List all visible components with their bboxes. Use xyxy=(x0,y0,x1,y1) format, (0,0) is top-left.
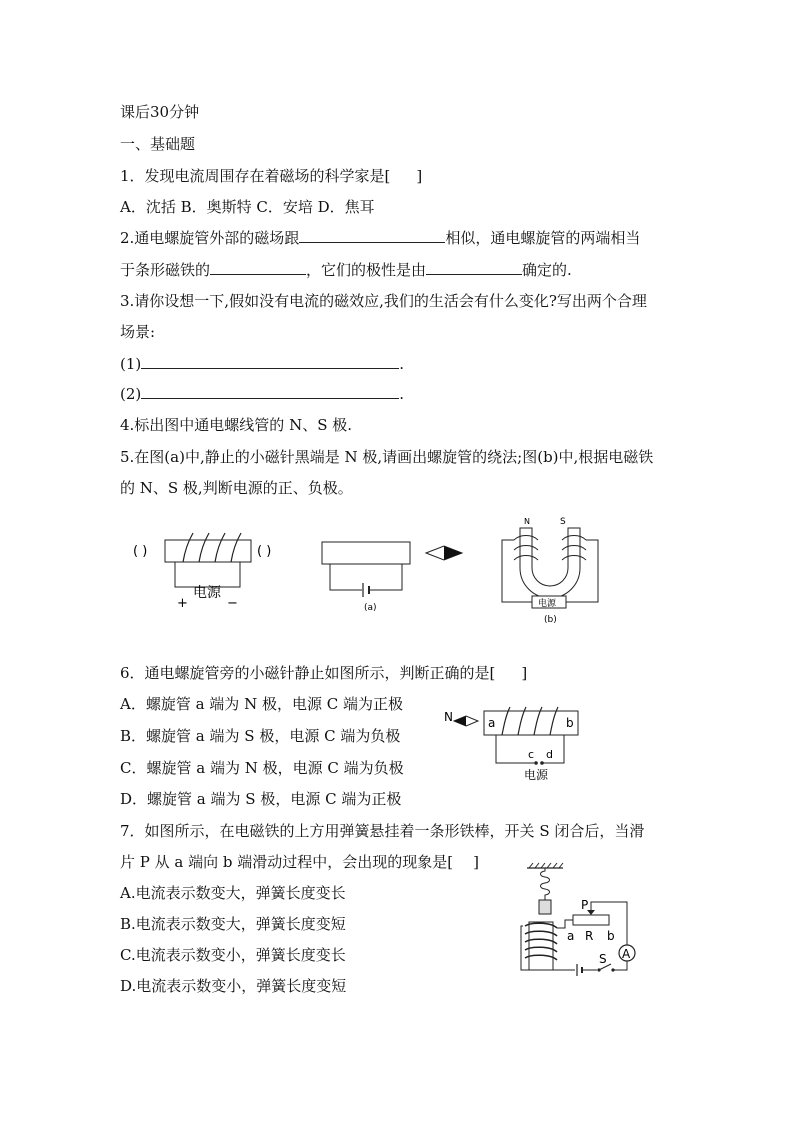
question-7-option-d[interactable]: D.电流表示数变小，弹簧长度变短 xyxy=(120,977,347,995)
figure-b-caption: (b) xyxy=(544,615,557,625)
plus-label: + xyxy=(177,596,188,610)
question-7-option-a[interactable]: A.电流表示数变大，弹簧长度变长 xyxy=(120,884,346,902)
wire-coil-to-rheostat xyxy=(557,920,573,928)
question-3-line-1: 3.请你设想一下,假如没有电流的磁效应,我们的生活会有什么变化?写出两个合理 xyxy=(120,292,647,310)
fill-blank-3[interactable] xyxy=(426,260,522,275)
answer-1-blank[interactable] xyxy=(141,354,399,369)
question-2-part-1: 2.通电螺旋管外部的磁场跟 xyxy=(120,229,300,247)
rheostat-r-label: R xyxy=(585,929,594,943)
s-pole-label: S xyxy=(560,517,566,527)
question-7-bracket-end: ] xyxy=(473,853,479,871)
power-source-q6-label: 电源 xyxy=(524,768,549,782)
iron-bar xyxy=(539,900,551,914)
question-2-part-5: 确定的. xyxy=(522,261,572,279)
question-7-text: 片 P 从 a 端向 b 端滑动过程中，会出现的现象是[ xyxy=(120,853,454,871)
answer-1-end: . xyxy=(399,355,405,373)
question-6-stem xyxy=(120,663,527,683)
question-6-option-c[interactable]: C．螺旋管 a 端为 N 极，电源 C 端为负极 xyxy=(120,759,404,777)
slider-arrow[interactable] xyxy=(587,910,595,915)
terminal-c-label: c xyxy=(528,748,535,761)
answer-2-end: . xyxy=(399,385,405,403)
question-2-part-2: 相似，通电螺旋管的两端相当 xyxy=(445,229,641,247)
section-heading: 一、基础题 xyxy=(120,135,196,153)
question-4-text: 4.标出图中通电螺线管的 N、S 极. xyxy=(120,416,353,434)
question-6-bracket-end: ] xyxy=(521,664,528,682)
rheostat xyxy=(573,915,609,925)
circuit-wire-a-left xyxy=(330,564,362,590)
ceiling-hatching xyxy=(529,863,563,868)
question-7-option-c[interactable]: C.电流表示数变小，弹簧长度变长 xyxy=(120,946,346,964)
question-6-option-d[interactable]: D．螺旋管 a 端为 S 极，电源 C 端为正极 xyxy=(120,790,402,808)
answer-1-label: (1) xyxy=(120,355,142,373)
question-2-line-2 xyxy=(120,260,572,280)
solenoid-core xyxy=(165,540,251,562)
question-6-option-a[interactable]: A．螺旋管 a 端为 N 极，电源 C 端为正极 xyxy=(120,695,403,713)
right-pole-blank[interactable]: ( ) xyxy=(257,544,272,559)
power-source-b-label: 电源 xyxy=(538,599,557,609)
electromagnet-core xyxy=(529,922,553,970)
q7-circuit-figure xyxy=(515,862,645,978)
spring xyxy=(541,868,550,900)
circuit-wire-a-right xyxy=(370,564,402,590)
question-1-stem xyxy=(120,166,422,186)
figure-a-caption: (a) xyxy=(364,603,377,613)
figure-a xyxy=(318,530,468,615)
answer-2-blank[interactable] xyxy=(141,384,399,399)
end-b-label: b xyxy=(566,716,574,730)
question-3-line-2: 场景: xyxy=(120,323,156,341)
solenoid-coil xyxy=(183,533,241,562)
u-shaped-core xyxy=(520,528,580,598)
question-7-line-2 xyxy=(120,852,479,872)
question-1-bracket-end: ] xyxy=(416,167,423,185)
question-2-part-4: ，它们的极性是由 xyxy=(306,261,427,279)
rheostat-a-label: a xyxy=(567,929,575,943)
compass-north-end xyxy=(444,546,462,560)
q4-solenoid-figure xyxy=(125,525,295,610)
figure-b xyxy=(498,510,603,628)
answer-2-label: (2) xyxy=(120,385,142,403)
left-pole-blank[interactable]: ( ) xyxy=(133,544,148,559)
minus-label: − xyxy=(227,596,238,610)
question-5-line-2: 的 N、S 极,判断电源的正、负极。 xyxy=(120,479,353,497)
question-5-line-1: 5.在图(a)中,静止的小磁针黑端是 N 极,请画出螺旋管的绕法;图(b)中,根据电磁铁 xyxy=(120,448,654,466)
compass-north-end xyxy=(454,716,466,726)
right-coil xyxy=(562,536,586,561)
question-1-text: 1．发现电流周围存在着磁场的科学家是[ xyxy=(120,167,391,185)
fill-blank-1[interactable] xyxy=(299,228,445,243)
solenoid-core-q6 xyxy=(484,711,578,735)
question-2-part-3: 于条形磁铁的 xyxy=(120,261,211,279)
terminal-d-label: d xyxy=(546,748,553,761)
circuit-wire-b-left xyxy=(502,540,532,602)
question-7-option-b[interactable]: B.电流表示数变大，弹簧长度变短 xyxy=(120,915,346,933)
question-2-line-1 xyxy=(120,228,640,248)
question-6-text: 6．通电螺旋管旁的小磁针静止如图所示，判断正确的是[ xyxy=(120,664,496,682)
end-a-label: a xyxy=(488,716,496,730)
left-coil xyxy=(514,536,538,561)
needle-n-label: N xyxy=(444,710,453,724)
n-pole-label: N xyxy=(524,517,530,526)
question-7-line-1: 7．如图所示，在电磁铁的上方用弹簧悬挂着一条形铁棒，开关 S 闭合后，当滑 xyxy=(120,822,645,840)
rheostat-b-label: b xyxy=(607,929,615,943)
terminal-c xyxy=(534,761,538,765)
solenoid-core-a xyxy=(322,542,410,564)
question-1-options: A．沈括 B．奥斯特 C．安培 D．焦耳 xyxy=(120,198,375,216)
circuit-wire-b-right xyxy=(566,540,598,602)
q6-solenoid-figure xyxy=(440,703,585,785)
fill-blank-2[interactable] xyxy=(210,260,306,275)
circuit-wire xyxy=(175,562,240,587)
terminal-d xyxy=(540,761,544,765)
question-3-answer-2 xyxy=(120,384,404,404)
switch-label: S xyxy=(599,952,607,966)
question-3-answer-1 xyxy=(120,354,404,374)
slider-p-label: P xyxy=(581,898,589,912)
power-source-label: 电源 xyxy=(193,585,221,601)
wire-to-ammeter xyxy=(613,961,627,970)
question-6-option-b[interactable]: B．螺旋管 a 端为 S 极，电源 C 端为负极 xyxy=(120,727,401,745)
worksheet-title: 课后30分钟 xyxy=(120,103,200,121)
ammeter-label: A xyxy=(622,947,631,961)
